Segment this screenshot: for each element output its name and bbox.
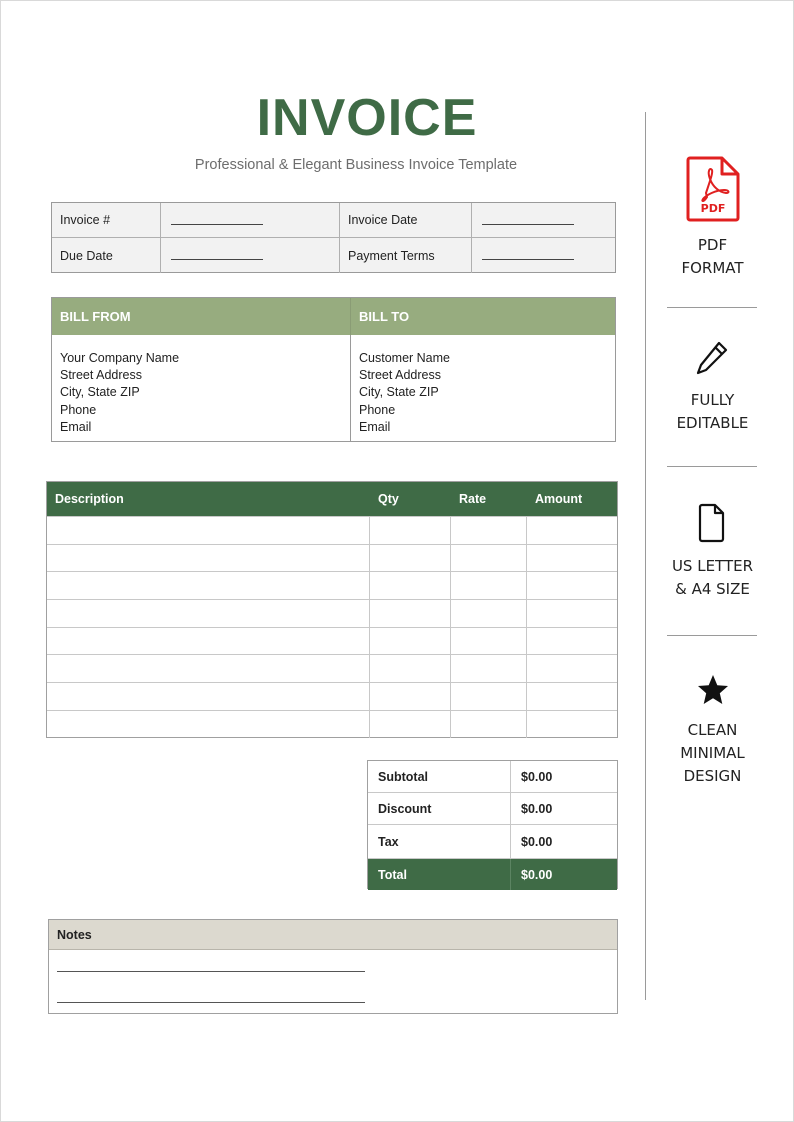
qty-cell[interactable] <box>370 545 451 572</box>
feature-divider <box>667 635 757 636</box>
feature-label: PDF <box>697 236 728 254</box>
discount-label: Discount <box>368 793 511 824</box>
total-row <box>368 859 617 890</box>
bill-to-line: City, State ZIP <box>359 385 439 400</box>
total-label: Total <box>368 859 511 890</box>
feature-label: CLEAN <box>687 721 738 739</box>
rate-cell[interactable] <box>451 517 527 544</box>
billing-box <box>51 297 616 442</box>
discount-row <box>368 793 617 825</box>
bill-to-header: BILL TO <box>359 309 410 324</box>
qty-cell[interactable] <box>370 600 451 627</box>
feature-pdf-format <box>667 234 758 280</box>
column-header-rate: Rate <box>459 492 487 506</box>
feature-fully-editable <box>667 389 758 435</box>
bill-from-line: Street Address <box>60 368 142 383</box>
payment-terms-field[interactable] <box>472 238 615 273</box>
description-cell[interactable] <box>47 545 370 572</box>
description-cell[interactable] <box>47 600 370 627</box>
table-row[interactable] <box>47 710 617 738</box>
rate-cell[interactable] <box>451 572 527 599</box>
rate-cell[interactable] <box>451 600 527 627</box>
invoice-meta-table <box>51 202 616 273</box>
bill-to-details[interactable] <box>351 335 450 441</box>
feature-label: FULLY <box>690 391 735 409</box>
column-header-qty: Qty <box>378 492 399 506</box>
rate-cell[interactable] <box>451 683 527 710</box>
invoice-date-label: Invoice Date <box>340 203 472 238</box>
tax-row <box>368 825 617 859</box>
subtotal-label: Subtotal <box>368 761 511 792</box>
feature-label: & A4 SIZE <box>675 580 750 598</box>
totals-table <box>367 760 618 889</box>
invoice-number-label: Invoice # <box>52 203 161 238</box>
rate-cell[interactable] <box>451 628 527 655</box>
pdf-icon-text: PDF <box>700 202 726 215</box>
tax-value[interactable]: $0.00 <box>521 834 553 849</box>
feature-page-size <box>667 555 758 601</box>
line-items-table <box>46 481 618 738</box>
qty-cell[interactable] <box>370 711 451 738</box>
subtotal-value[interactable]: $0.00 <box>521 769 553 784</box>
table-row[interactable] <box>47 516 617 544</box>
bill-from-line: Email <box>60 419 92 434</box>
amount-cell[interactable] <box>527 655 617 682</box>
notes-line <box>57 971 365 972</box>
qty-cell[interactable] <box>370 628 451 655</box>
billing-header <box>52 298 615 335</box>
bill-to-line: Phone <box>359 402 396 417</box>
column-header-amount: Amount <box>535 492 583 506</box>
notes-box[interactable] <box>48 919 618 1014</box>
bill-from-line: Your Company Name <box>60 351 180 365</box>
description-cell[interactable] <box>47 711 370 738</box>
amount-cell[interactable] <box>527 628 617 655</box>
description-cell[interactable] <box>47 628 370 655</box>
qty-cell[interactable] <box>370 572 451 599</box>
feature-divider <box>667 466 757 467</box>
discount-value[interactable]: $0.00 <box>521 801 553 816</box>
feature-label: US LETTER <box>671 557 754 575</box>
table-row[interactable] <box>47 599 617 627</box>
feature-divider <box>667 307 757 308</box>
table-row[interactable] <box>47 682 617 710</box>
feature-label: EDITABLE <box>676 414 749 432</box>
qty-cell[interactable] <box>370 655 451 682</box>
invoice-date-field[interactable] <box>472 203 615 238</box>
amount-cell[interactable] <box>527 572 617 599</box>
notes-header: Notes <box>49 920 617 950</box>
invoice-number-field[interactable] <box>161 203 340 238</box>
bill-to-line: Customer Name <box>359 351 450 365</box>
table-row[interactable] <box>47 627 617 655</box>
rate-cell[interactable] <box>451 545 527 572</box>
description-cell[interactable] <box>47 572 370 599</box>
column-header-description: Description <box>55 492 124 506</box>
subtotal-row <box>368 761 617 793</box>
invoice-subtitle: Professional & Elegant Business Invoice Template <box>194 157 518 173</box>
rate-cell[interactable] <box>451 655 527 682</box>
bill-to-line: Email <box>359 419 391 434</box>
rate-cell[interactable] <box>451 711 527 738</box>
line-items-header <box>47 482 617 516</box>
bill-from-line: City, State ZIP <box>60 385 140 400</box>
due-date-field[interactable] <box>161 238 340 273</box>
amount-cell[interactable] <box>527 517 617 544</box>
document-icon <box>698 503 726 543</box>
due-date-label: Due Date <box>52 238 161 273</box>
bill-to-line: Street Address <box>359 368 441 383</box>
feature-label: MINIMAL <box>680 744 745 762</box>
payment-terms-label: Payment Terms <box>340 238 472 273</box>
tax-label: Tax <box>368 825 511 858</box>
notes-line <box>57 1002 365 1003</box>
bill-from-header: BILL FROM <box>52 298 351 335</box>
pdf-file-icon <box>686 155 741 223</box>
description-cell[interactable] <box>47 517 370 544</box>
feature-label: DESIGN <box>683 767 742 785</box>
table-row[interactable] <box>47 571 617 599</box>
description-cell[interactable] <box>47 683 370 710</box>
table-row[interactable] <box>47 654 617 682</box>
sidebar-divider <box>645 112 646 1000</box>
table-row[interactable] <box>47 544 617 572</box>
qty-cell[interactable] <box>370 683 451 710</box>
qty-cell[interactable] <box>370 517 451 544</box>
feature-clean-design <box>667 719 758 788</box>
feature-label: FORMAT <box>681 259 744 277</box>
amount-cell[interactable] <box>527 600 617 627</box>
invoice-title: INVOICE <box>256 89 478 147</box>
amount-cell[interactable] <box>527 545 617 572</box>
bill-from-line: Phone <box>60 402 97 417</box>
bill-from-details[interactable] <box>52 335 351 441</box>
total-value[interactable]: $0.00 <box>521 867 553 882</box>
pencil-icon <box>695 340 729 376</box>
amount-cell[interactable] <box>527 711 617 738</box>
amount-cell[interactable] <box>527 683 617 710</box>
star-icon <box>696 673 730 707</box>
description-cell[interactable] <box>47 655 370 682</box>
